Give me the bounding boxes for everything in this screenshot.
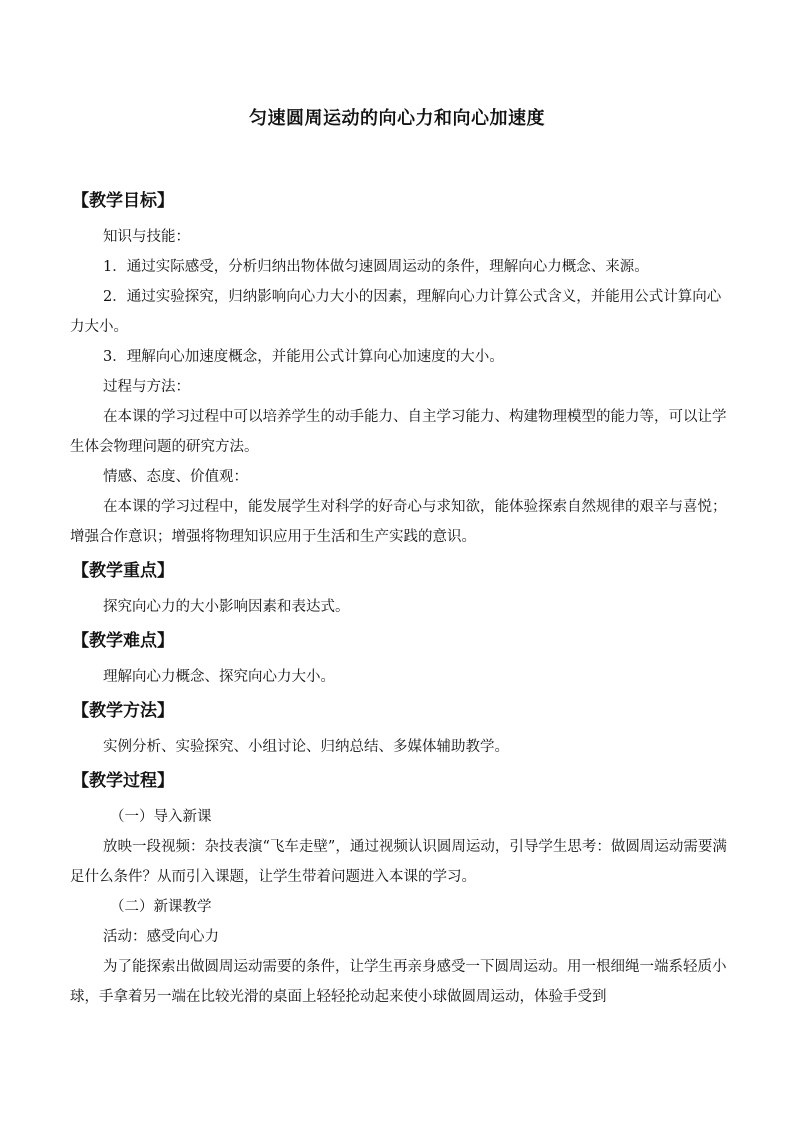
methods-text: 实例分析、实验探究、小组讨论、归纳总结、多媒体辅助教学。	[103, 739, 509, 755]
emotion-values-text: 在本课的学习过程中，能发展学生对科学的好奇心与求知欲，能体验探索自然规律的艰辛与喜悦；增强合作意识；增强将物理知识应用于生活和生产实践的意识。	[70, 499, 727, 545]
document-body	[70, 186, 730, 1012]
heading-teaching-process: 【教学过程】	[72, 771, 174, 791]
knowledge-skills-label: 知识与技能：	[103, 229, 190, 245]
goal-item-3: 3．理解向心加速度概念，并能用公式计算向心加速度的大小。	[103, 349, 504, 365]
process-part1-label: （一）导入新课	[110, 809, 212, 825]
difficulties-text: 理解向心力概念、探究向心力大小。	[103, 669, 335, 685]
process-part1-text: 放映一段视频：杂技表演“飞车走壁”，通过视频认识圆周运动，引导学生思考：做圆周运动需要满足什么条件？从而引入课题，让学生带着问题进入本课的学习。	[70, 839, 727, 885]
emotion-values-label: 情感、态度、价值观：	[103, 469, 248, 485]
heading-key-points: 【教学重点】	[72, 561, 174, 581]
key-points-text: 探究向心力的大小影响因素和表达式。	[103, 599, 350, 615]
goal-item-1: 1．通过实际感受，分析归纳出物体做匀速圆周运动的条件，理解向心力概念、来源。	[103, 259, 649, 275]
activity-label: 活动：感受向心力	[103, 929, 219, 945]
process-methods-label: 过程与方法：	[103, 379, 190, 395]
process-part2-label: （二）新课教学	[110, 899, 212, 915]
heading-teaching-goals: 【教学目标】	[72, 191, 174, 211]
process-methods-text: 在本课的学习过程中可以培养学生的动手能力、自主学习能力、构建物理模型的能力等，可以让学生体会物理问题的研究方法。	[70, 409, 727, 455]
heading-methods: 【教学方法】	[72, 701, 174, 721]
activity-text: 为了能探索出做圆周运动需要的条件，让学生再亲身感受一下圆周运动。用一根细绳一端系轻质小球，手拿着另一端在比较光滑的桌面上轻轻抡动起来使小球做圆周运动，体验手受到	[70, 959, 727, 1005]
goal-item-2: 2．通过实验探究，归纳影响向心力大小的因素，理解向心力计算公式含义，并能用公式计算向心力大小。	[70, 289, 722, 335]
heading-difficulties: 【教学难点】	[72, 631, 174, 651]
document-title: 匀速圆周运动的向心力和向心加速度	[249, 108, 545, 129]
